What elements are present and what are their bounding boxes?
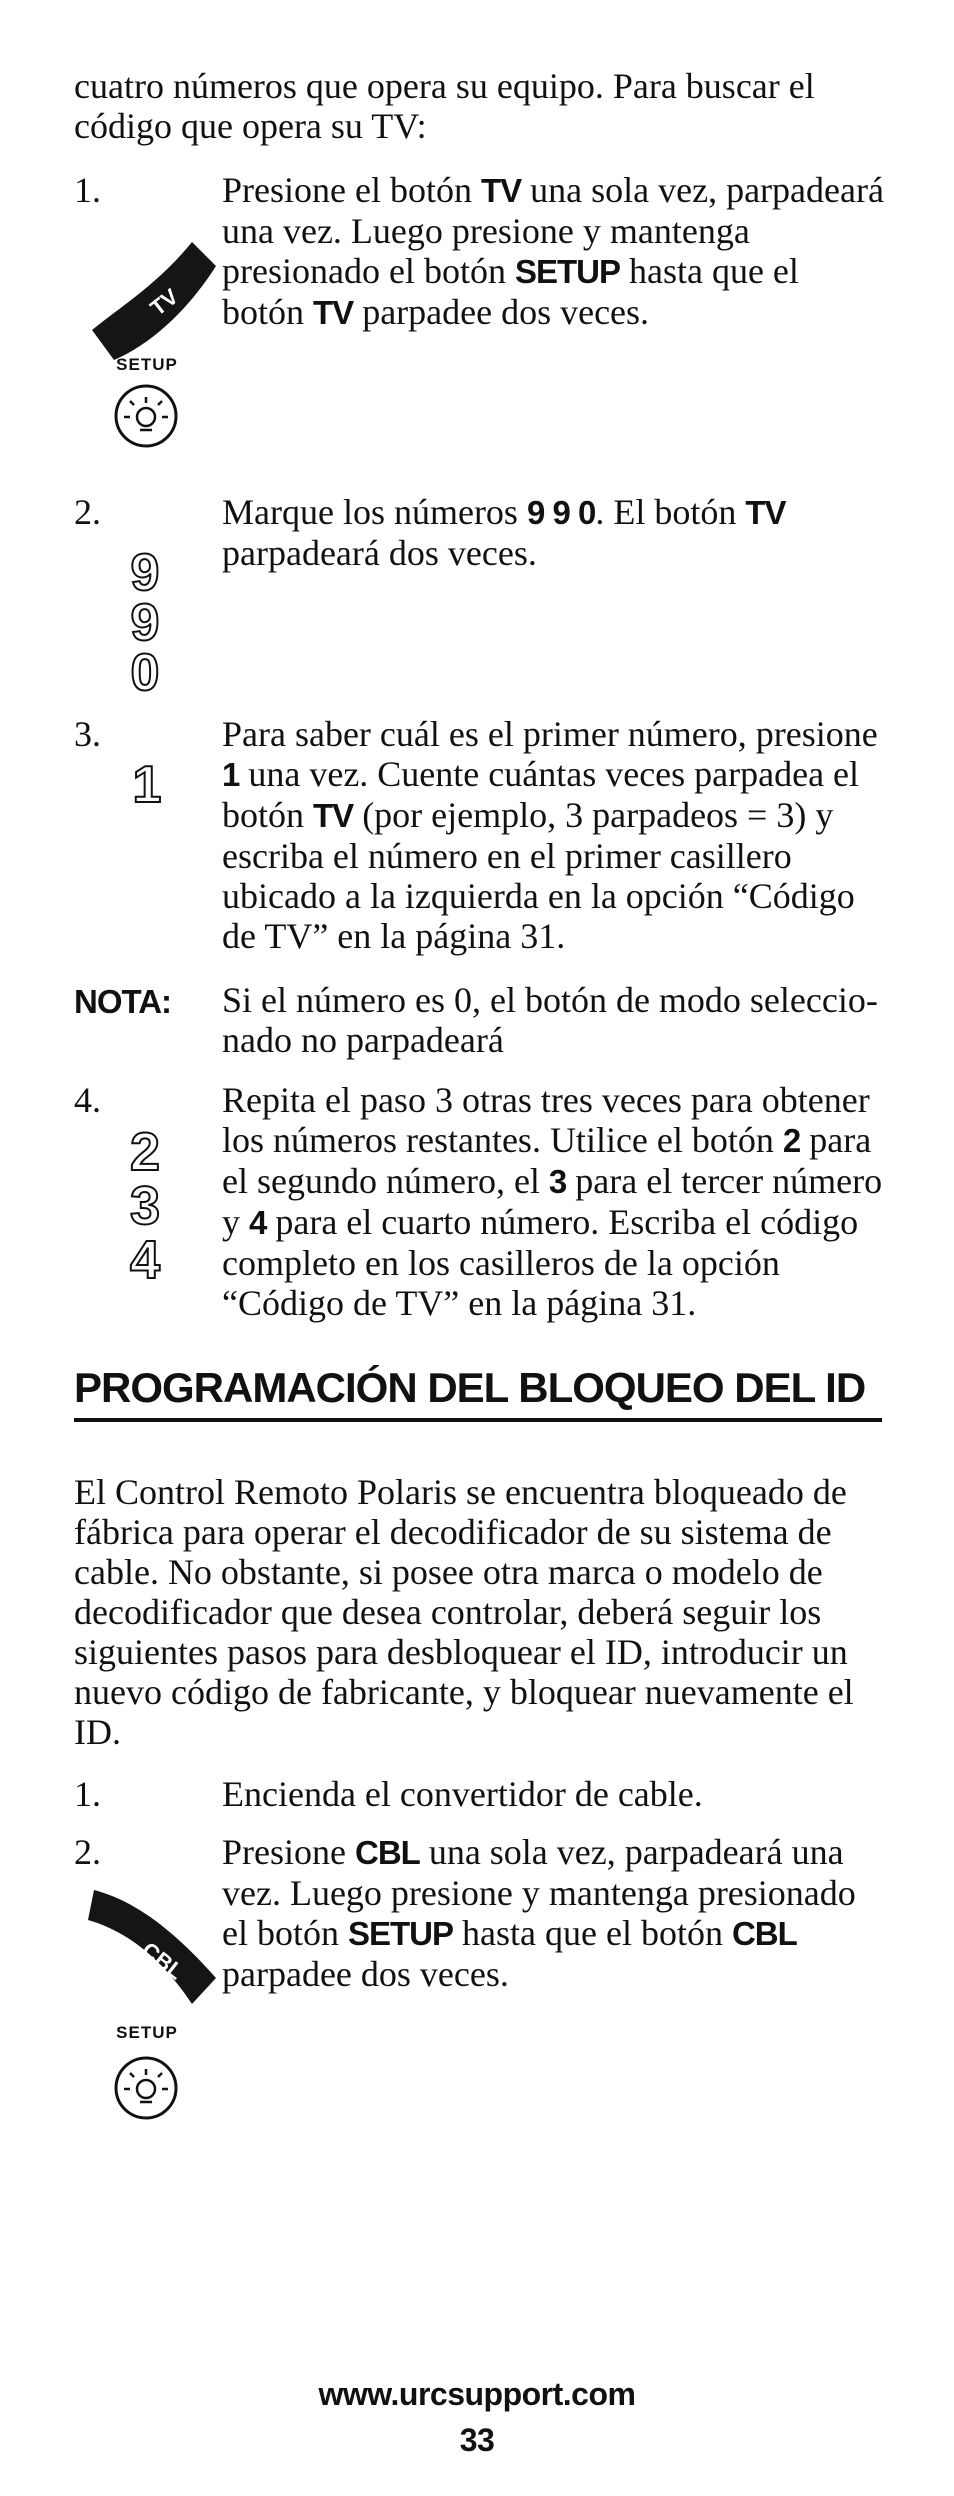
note-label: NOTA:	[74, 983, 172, 1020]
digits-990-icon	[110, 544, 180, 694]
digit-4: 4	[129, 1230, 161, 1288]
step-b2-text	[222, 1832, 887, 1994]
intro-text: cuatro números que opera su equipo. Para buscar el código que opera su TV:	[74, 66, 815, 146]
bold-term: SETUP	[347, 1915, 454, 1952]
svg-text:CBL: CBL	[137, 1936, 189, 1985]
text-run: hasta que el botón	[453, 1913, 732, 1953]
setup-light-icon	[116, 386, 176, 446]
step-a3-number: 3.	[74, 714, 101, 754]
digits-234-icon	[110, 1118, 180, 1288]
step-b1-number: 1.	[74, 1774, 101, 1814]
step-a4-text	[222, 1080, 887, 1323]
text-run: . El botón	[595, 492, 746, 532]
step-a2-number: 2.	[74, 492, 101, 532]
step-a4-number: 4.	[74, 1080, 101, 1120]
step-a2-text	[222, 492, 887, 573]
digit-9-first: 9	[130, 544, 160, 602]
text-run: Marque los números	[222, 492, 527, 532]
bold-term: 2	[782, 1122, 801, 1159]
footer-url: www.urcsupport.com	[318, 2376, 636, 2412]
text-run: para el tercer número y	[222, 1161, 883, 1242]
digit-0: 0	[130, 644, 160, 694]
cbl-button-icon	[88, 1890, 216, 2004]
page-number: 33	[459, 2422, 495, 2458]
text-run: Repita el paso 3 otras tres veces para obtener los números restantes. Utilice el botón	[222, 1080, 870, 1160]
bold-term: 3	[548, 1163, 567, 1200]
text-run: para el cuarto número. Escriba el código completo en los casilleros de la opción “Código de TV” en la página 31.	[222, 1202, 859, 1323]
setup-light-icon-2	[116, 2058, 176, 2118]
bold-term: 1	[222, 756, 240, 793]
text-run: Presione el botón	[222, 170, 481, 210]
bold-term: TV	[313, 797, 354, 834]
digit-2: 2	[129, 1122, 161, 1182]
bold-term: TV	[745, 494, 786, 531]
step-a1-text	[222, 170, 887, 333]
tv-setup-illustration	[80, 212, 220, 462]
text-run: Presione	[222, 1832, 355, 1872]
text-run: una vez. Cuente cuántas veces parpadea el botón	[222, 754, 860, 835]
step-b1-text	[222, 1774, 887, 1814]
digit-9-second: 9	[130, 594, 160, 652]
step-b2-number: 2.	[74, 1832, 101, 1872]
step-a1-number: 1.	[74, 170, 101, 210]
section-heading: PROGRAMACIÓN DEL BLOQUEO DEL ID	[74, 1364, 882, 1422]
digit-3: 3	[129, 1176, 161, 1236]
bold-term: 9 9 0	[526, 494, 596, 531]
svg-text:1: 1	[132, 756, 162, 812]
bold-term: CBL	[731, 1915, 797, 1952]
text-run: parpadee dos veces.	[353, 292, 650, 332]
text-run: una sola vez, parpadeará una vez. Luego presione y mantenga presionado el botón	[222, 170, 884, 291]
bold-term: TV	[480, 172, 522, 209]
setup-label: SETUP	[116, 355, 178, 374]
text-run: Si el número es 0, el botón de modo seleccio-nado no parpadeará	[222, 980, 878, 1060]
bold-term: CBL	[354, 1834, 420, 1871]
cbl-setup-illustration	[80, 1878, 230, 2148]
text-run: parpadeará dos veces.	[222, 533, 537, 573]
step-a3-text	[222, 714, 887, 956]
text-run: Para saber cuál es el primer número, presione	[222, 714, 878, 754]
bold-term: SETUP	[514, 253, 620, 290]
text-run: (por ejemplo, 3 parpadeos = 3) y escriba el número en el primer casillero ubicado a la izquierda en la opción “Código de TV” en la página 31.	[222, 795, 855, 956]
text-run: parpadee dos veces.	[222, 1954, 509, 1994]
section-paragraph: El Control Remoto Polaris se encuentra bloqueado de fábrica para operar el decodificador de su sistema de cable. No obstante, si posee otra marca o modelo de decodificador que desea controlar, deberá seguir los siguientes pasos para desbloquear el ID, introducir un nuevo código de fabricante, y bloquear nuevamente el ID.	[74, 1472, 854, 1752]
text-run: para el segundo número, el	[222, 1120, 872, 1201]
setup-label-2: SETUP	[116, 2023, 178, 2042]
tv-button-icon	[92, 242, 216, 360]
svg-text:TV: TV	[145, 283, 183, 321]
text-run: una sola vez, parpadeará una vez. Luego presione y mantenga presionado el botón	[222, 1832, 856, 1953]
bold-term: TV	[313, 294, 354, 331]
text-run: hasta que el botón	[222, 251, 799, 332]
text-run: Encienda el convertidor de cable.	[222, 1774, 703, 1814]
bold-term: 4	[249, 1204, 267, 1241]
digit-1-icon	[112, 752, 182, 812]
note-text	[222, 980, 887, 1060]
